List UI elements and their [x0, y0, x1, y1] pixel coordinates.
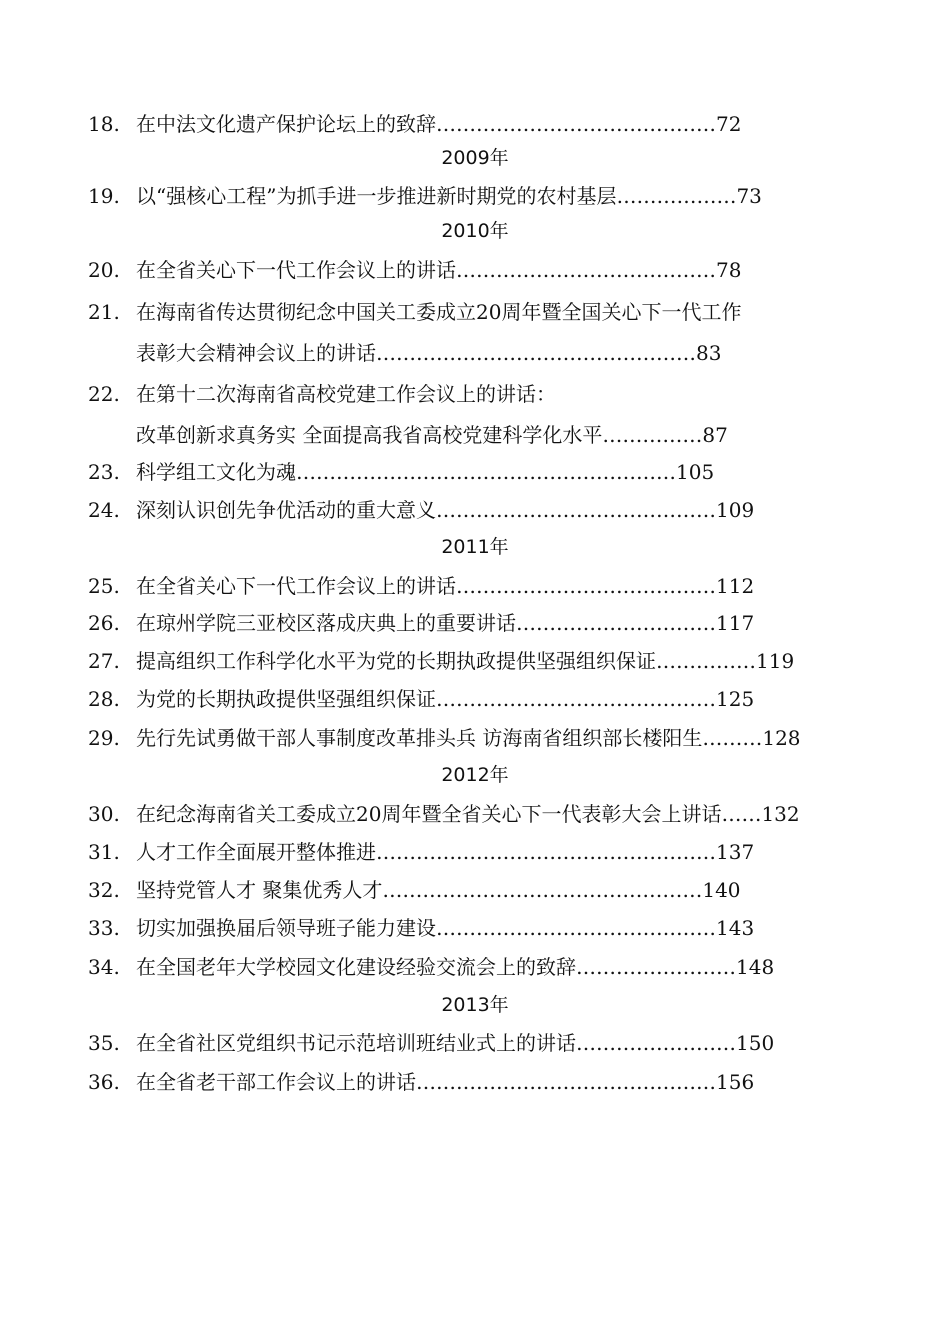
entry-number: 33.: [88, 916, 120, 940]
entry-title: 在中法文化遗产保护论坛上的致辞……………………………………72: [136, 112, 742, 136]
year-heading: 2009年: [441, 147, 509, 169]
entry-title: 在海南省传达贯彻纪念中国关工委成立20周年暨全国关心下一代工作: [136, 300, 742, 324]
entry-number: 20.: [88, 258, 120, 282]
entry-number: 22.: [88, 382, 120, 406]
entry-title: 先行先试勇做干部人事制度改革排头兵 访海南省组织部长楼阳生………128: [136, 726, 801, 750]
entry-number: 25.: [88, 574, 120, 598]
toc-entry[interactable]: [88, 254, 878, 286]
entry-number: 35.: [88, 1031, 120, 1055]
entry-title: 在第十二次海南省高校党建工作会议上的讲话：: [136, 382, 556, 406]
entry-title: 切实加强换届后领导班子能力建设……………………………………143: [136, 916, 755, 940]
entry-title: 科学组工文化为魂…………………………………………………105: [136, 460, 715, 484]
toc-entry[interactable]: [88, 1027, 878, 1059]
entry-number: 27.: [88, 649, 120, 673]
toc-entry[interactable]: [88, 108, 878, 140]
entry-title: 在琼州学院三亚校区落成庆典上的重要讲话…………………………117: [136, 611, 755, 635]
year-heading: 2011年: [441, 536, 509, 558]
toc-entry[interactable]: [88, 180, 878, 212]
toc-entry[interactable]: [88, 683, 878, 715]
toc-entry[interactable]: [88, 951, 878, 983]
entry-title-continuation[interactable]: 改革创新求真务实 全面提高我省高校党建科学化水平……………87: [136, 423, 728, 447]
entry-number: 36.: [88, 1070, 120, 1094]
toc-entry[interactable]: [88, 645, 878, 677]
toc-entry[interactable]: [88, 456, 878, 488]
toc-entry[interactable]: [88, 378, 878, 410]
entry-number: 30.: [88, 802, 120, 826]
entry-title: 在纪念海南省关工委成立20周年暨全省关心下一代表彰大会上讲话……132: [136, 802, 800, 826]
entry-title: 在全省老干部工作会议上的讲话………………………………………156: [136, 1070, 755, 1094]
year-heading: 2010年: [441, 220, 509, 242]
entry-number: 26.: [88, 611, 120, 635]
toc-entry[interactable]: [88, 912, 878, 944]
toc-entry[interactable]: [88, 874, 878, 906]
entry-number: 28.: [88, 687, 120, 711]
entry-title: 为党的长期执政提供坚强组织保证……………………………………125: [136, 687, 755, 711]
entry-number: 29.: [88, 726, 120, 750]
entry-title: 以“强核心工程”为抓手进一步推进新时期党的农村基层………………73: [136, 184, 762, 208]
entry-title: 在全国老年大学校园文化建设经验交流会上的致辞……………………148: [136, 955, 775, 979]
toc-entry[interactable]: [88, 296, 878, 328]
entry-title: 提高组织工作科学化水平为党的长期执政提供坚强组织保证……………119: [136, 649, 795, 673]
toc-entry[interactable]: [88, 607, 878, 639]
entry-title: 在全省关心下一代工作会议上的讲话…………………………………78: [136, 258, 742, 282]
entry-number: 24.: [88, 498, 120, 522]
toc-entry[interactable]: [88, 722, 878, 754]
entry-title: 在全省社区党组织书记示范培训班结业式上的讲话……………………150: [136, 1031, 775, 1055]
toc-entry[interactable]: [88, 494, 878, 526]
entry-title: 坚持党管人才 聚集优秀人才…………………………………………140: [136, 878, 741, 902]
entry-number: 23.: [88, 460, 120, 484]
entry-number: 18.: [88, 112, 120, 136]
year-heading: 2012年: [441, 764, 509, 786]
toc-entry[interactable]: [88, 836, 878, 868]
entry-number: 34.: [88, 955, 120, 979]
entry-title-continuation[interactable]: 表彰大会精神会议上的讲话…………………………………………83: [136, 341, 722, 365]
entry-number: 19.: [88, 184, 120, 208]
entry-title: 深刻认识创先争优活动的重大意义……………………………………109: [136, 498, 755, 522]
entry-title: 在全省关心下一代工作会议上的讲话…………………………………112: [136, 574, 755, 598]
year-heading: 2013年: [441, 994, 509, 1016]
entry-number: 32.: [88, 878, 120, 902]
toc-entry[interactable]: [88, 570, 878, 602]
toc-entry[interactable]: [88, 1066, 878, 1098]
entry-title: 人才工作全面展开整体推进……………………………………………137: [136, 840, 755, 864]
entry-number: 31.: [88, 840, 120, 864]
toc-entry[interactable]: [88, 798, 878, 830]
entry-number: 21.: [88, 300, 120, 324]
